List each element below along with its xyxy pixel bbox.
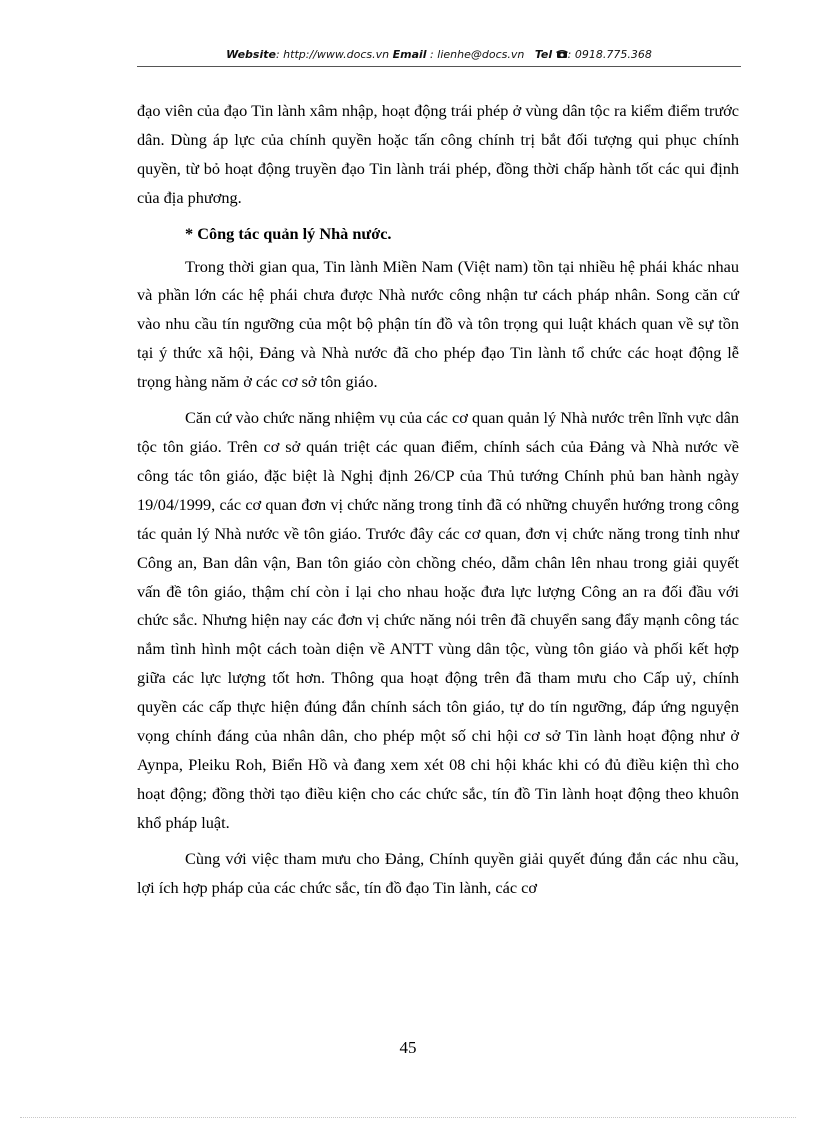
footer-divider	[20, 1117, 796, 1118]
email-label: Email	[392, 48, 427, 61]
tel-label: Tel	[534, 48, 553, 61]
paragraph-1: đạo viên của đạo Tin lành xâm nhập, hoạt động trái phép ở vùng dân tộc ra kiểm điểm trước dân. Dùng áp lực của chính quyền hoặc tấn công chính trị bắt đối tượng qui phục chính quyền, từ bỏ hoạt động truyền đạo Tin lành trái phép, đồng thời chấp hành tốt các qui định của địa phương.	[137, 101, 739, 207]
phone-icon	[556, 49, 568, 59]
website-value: : http://www.docs.vn	[275, 48, 390, 61]
page-number: 45	[399, 1038, 417, 1057]
tel-value: : 0918.775.368	[567, 48, 652, 61]
paragraph-3: Căn cứ vào chức năng nhiệm vụ của các cơ quan quản lý Nhà nước trên lĩnh vực dân tộc tôn giáo. Trên cơ sở quán triệt các quan điểm, chính sách của Đảng và Nhà nước về công tác tôn giáo, đặc biệt là Nghị định 26/CP của Thủ tướng Chính phủ ban hành ngày 19/04/1999, các cơ quan đơn vị chức năng trong tỉnh đã có những chuyển hướng trong công tác quản lý Nhà nước về tôn giáo. Trước đây các cơ quan, đơn vị chức năng trong tỉnh như Công an, Ban dân vận, Ban tôn giáo còn chồng chéo, dẫm chân lên nhau trong giải quyết vấn đề tôn giáo, thậm chí còn ỉ lại cho nhau hoặc đưa lực lượng Công an ra đối đầu với chức sắc. Nhưng hiện nay các đơn vị chức năng nói trên đã chuyển sang đẩy mạnh công tác nắm tình hình một cách toàn diện về ANTT vùng dân tộc, vùng tôn giáo và phối kết hợp giữa các lực lượng tốt hơn. Thông qua hoạt động trên đã tham mưu cho Cấp uỷ, chính quyền các cấp thực hiện đúng đắn chính sách tôn giáo, tự do tín ngưỡng, đáp ứng nguyện vọng chính đáng của nhân dân, cho phép một số chi hội cơ sở Tin lành hoạt động như ở Aynpa, Pleiku Roh, Biển Hồ và đang xem xét 08 chi hội khác khi có đủ điều kiện thì cho hoạt động; đồng thời tạo điều kiện cho các chức sắc, tín đồ Tin lành hoạt động theo khuôn khổ pháp luật.	[137, 408, 739, 832]
paragraph-2: Trong thời gian qua, Tin lành Miền Nam (Việt nam) tồn tại nhiều hệ phái khác nhau và phần lớn các hệ phái chưa được Nhà nước công nhận tư cách pháp nhân. Song căn cứ vào nhu cầu tín ngưỡng của một bộ phận tín đồ và tôn trọng qui luật khách quan về sự tồn tại ý thức xã hội, Đảng và Nhà nước đã cho phép đạo Tin lành tổ chức các hoạt động lễ trọng hàng năm ở các cơ sở tôn giáo.	[137, 256, 739, 392]
page-header	[137, 48, 741, 61]
header-divider	[137, 66, 741, 67]
paragraph-4: Cùng với việc tham mưu cho Đảng, Chính quyền giải quyết đúng đắn các nhu cầu, lợi ích hợp pháp của các chức sắc, tín đồ đạo Tin lành, các cơ	[137, 848, 739, 897]
email-value: : lienhe@docs.vn	[426, 48, 525, 61]
section-heading: * Công tác quản lý Nhà nước.	[185, 223, 392, 243]
website-label: Website	[226, 48, 276, 61]
document-body	[137, 97, 739, 909]
